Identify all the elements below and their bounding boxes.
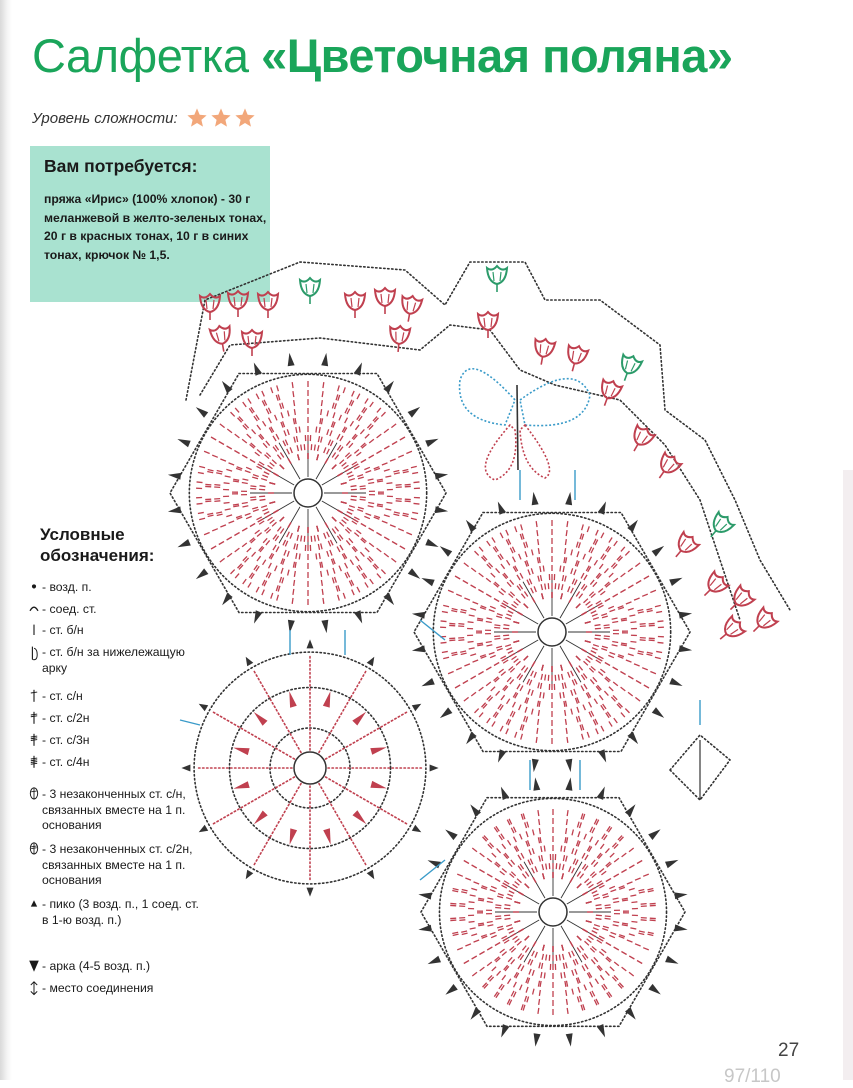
red-tulip (714, 615, 747, 647)
motif-edge-spike (367, 657, 375, 667)
vertical-line-icon (26, 623, 42, 639)
motif-spike (352, 712, 366, 726)
butterfly-body (517, 385, 518, 470)
motif-edge-spike (307, 888, 314, 897)
red-tulip (668, 531, 700, 564)
page-number: 27 (778, 1040, 799, 1062)
red-tulip (563, 344, 589, 374)
red-tulip (375, 288, 395, 314)
motif-edge-spike (430, 765, 439, 772)
motif-edge-spike (412, 825, 422, 833)
motif-spike (290, 828, 298, 844)
motif-spike (370, 781, 386, 789)
legend-item-text: - ст. б/н за нижележащую арку (42, 645, 207, 676)
cross-4-icon (26, 755, 42, 771)
motif-ray (254, 784, 301, 866)
motif-spike (254, 811, 268, 825)
motif-edge-spike (246, 657, 254, 667)
cluster-3tr-icon (26, 842, 42, 858)
motif-center-ring (539, 898, 567, 926)
legend-item-text: - ст. с/2н (42, 711, 207, 727)
title-part-1: Салфетка (32, 29, 261, 82)
red-tulip (723, 584, 756, 617)
butterfly-wing (520, 425, 550, 478)
join-arrow-icon (26, 981, 42, 997)
hexagon-motif-top-left (168, 353, 448, 633)
red-tulip (531, 337, 555, 366)
red-tulip (746, 606, 779, 639)
butterfly-motif (460, 369, 590, 480)
legend-item-text: - 3 незаконченных ст. с/н, связанных вместе на 1 п. основания (42, 787, 207, 834)
cross-3-icon (26, 733, 42, 749)
motif-ray (254, 671, 301, 753)
legend-item-text: - ст. с/4н (42, 755, 207, 771)
legend-item-text: - арка (4-5 возд. п.) (42, 959, 207, 975)
legend-item-text: - пико (3 возд. п., 1 соед. ст. в 1-ю возд. п.) (42, 897, 207, 928)
red-tulip (651, 451, 682, 484)
legend-item-text: - ст. б/н (42, 623, 207, 639)
motif-spike (353, 810, 367, 824)
small-butterfly-motif (670, 735, 730, 800)
legend-title: Условные обозначения: (40, 524, 190, 566)
butterfly-wing (460, 369, 515, 425)
hexagon-motif-bottom-right (418, 777, 687, 1046)
legend-item-text: - возд. п. (42, 580, 207, 596)
red-tulip (209, 324, 233, 353)
star-motif (181, 639, 438, 896)
dot-icon (26, 580, 42, 596)
red-tulip (625, 424, 655, 457)
arch-icon (26, 959, 42, 975)
join-marker (420, 620, 445, 640)
legend-item-text: - соед. ст. (42, 602, 207, 618)
hexagon-motif-middle-right (412, 492, 692, 772)
motif-edge-spike (412, 704, 422, 712)
motif-spike (323, 828, 331, 844)
motif-center-ring (538, 618, 566, 646)
title-part-2: «Цветочная поляна» (261, 29, 732, 82)
legend-item-text: - 3 незаконченных ст. с/2н, связанных вместе на 1 п. основания (42, 842, 207, 889)
arc-icon (26, 602, 42, 618)
green-tulip (300, 278, 320, 304)
red-tulip (228, 291, 248, 317)
green-tulip (703, 511, 735, 544)
motif-spike (323, 691, 331, 707)
motif-ray (213, 777, 295, 824)
motif-ray (213, 712, 295, 759)
butterfly-wing (485, 425, 515, 480)
legend-item-text: - ст. с/3н (42, 733, 207, 749)
difficulty-label: Уровень сложности: (32, 110, 178, 127)
motif-spike (233, 781, 249, 789)
materials-text: пряжа «Ирис» (100% хлопок) - 30 г меланжевой в желто-зеленых тонах, 20 г в красных тонах, 10 г в синих тонах, крючок № 1,5. (44, 190, 274, 264)
cluster-3dc-icon (26, 787, 42, 803)
legend-item-text: - место соединения (42, 981, 207, 997)
red-tulip (398, 294, 422, 323)
hook-line-icon (26, 645, 42, 661)
picot-icon (26, 897, 42, 913)
motif-center-ring (294, 752, 326, 784)
motif-spike (233, 748, 249, 756)
red-tulip (258, 292, 278, 318)
legend-item-text: - ст. с/н (42, 689, 207, 705)
red-tulip (478, 312, 498, 338)
motif-spike (370, 747, 386, 755)
cross-1-icon (26, 689, 42, 705)
page-number-faded: 97/110 (724, 1066, 781, 1088)
green-tulip (487, 266, 507, 292)
red-tulip (595, 378, 623, 409)
motif-ray (326, 712, 408, 759)
motif-spike (289, 691, 297, 707)
motif-edge-spike (246, 870, 254, 880)
cross-2-icon (26, 711, 42, 727)
motif-center-ring (294, 479, 322, 507)
green-tulip (615, 353, 643, 384)
motif-edge-spike (307, 639, 314, 648)
motif-ray (319, 784, 366, 866)
motif-spike (254, 712, 268, 726)
red-tulip (345, 292, 365, 318)
materials-heading: Вам потребуется: (44, 156, 197, 177)
motif-edge-spike (367, 870, 375, 880)
motif-ray (319, 671, 366, 753)
motif-ray (326, 777, 408, 824)
